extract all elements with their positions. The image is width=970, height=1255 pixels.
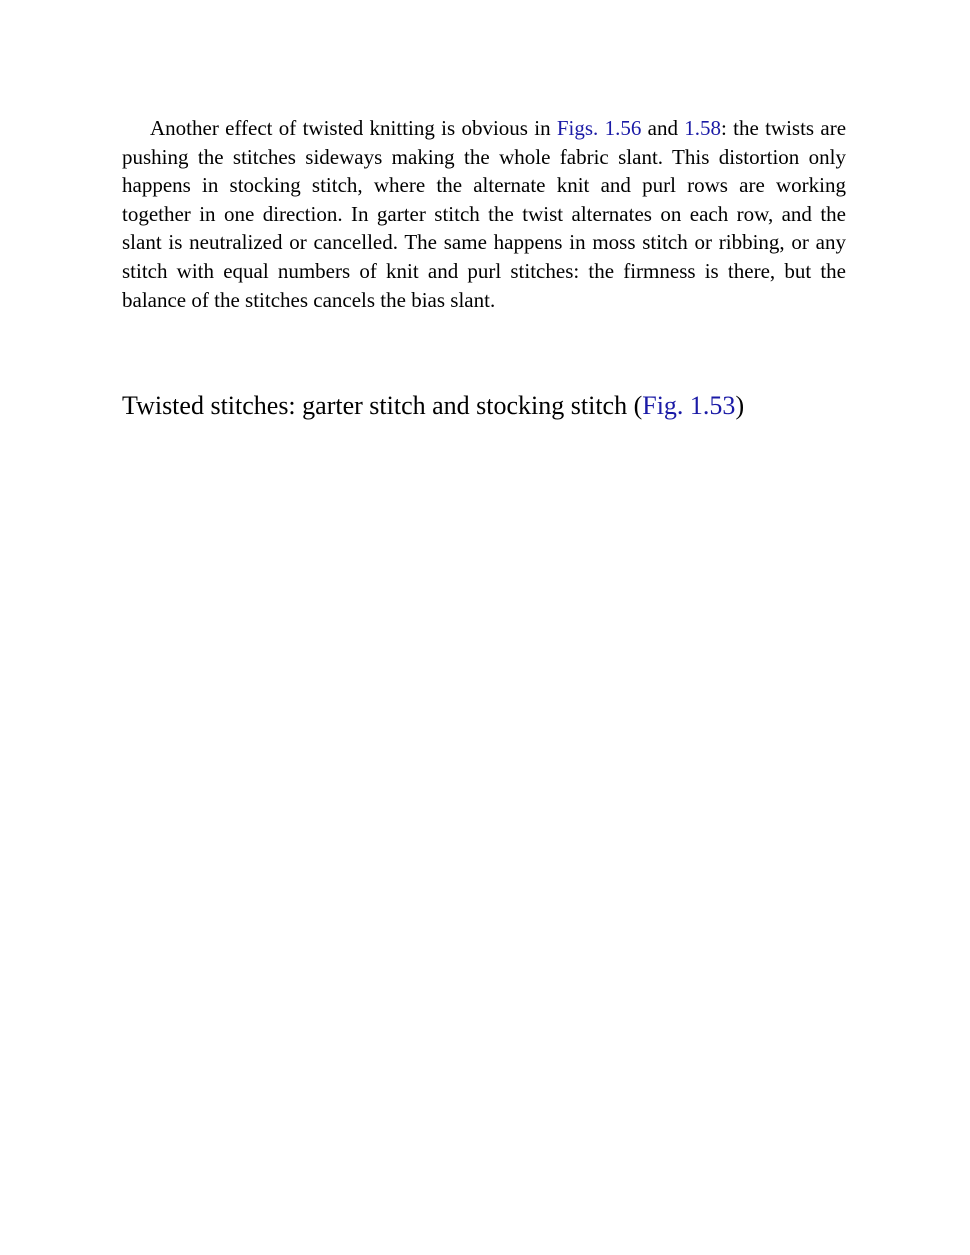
heading-text: Twisted stitches: garter stitch and stocking stitch ( (122, 391, 643, 420)
section-heading (122, 389, 846, 423)
figure-link-1-53[interactable]: Fig. 1.53 (642, 391, 736, 420)
heading-close-paren: ) (735, 391, 745, 420)
paragraph-text-1: Another effect of twisted knitting is obvious in (150, 116, 557, 140)
body-paragraph (122, 114, 846, 314)
figure-link-1-58[interactable]: 1.58 (684, 116, 722, 140)
paragraph-text-2: and (641, 116, 685, 140)
figure-link-1-56[interactable]: Figs. 1.56 (556, 116, 642, 140)
paragraph-text-3: : the twists are pushing the stitches sideways making the whole fabric slant. This distortion only happens in stocking stitch, where the alternate knit and purl rows are working together in one direction. In garter stitch the twist alternates on each row, and the slant is neutralized or cancelled. The same happens in moss stitch or ribbing, or any stitch with equal numbers of knit and purl stitches: the firmness is there, but the balance of the stitches cancels the bias slant. (122, 116, 847, 312)
